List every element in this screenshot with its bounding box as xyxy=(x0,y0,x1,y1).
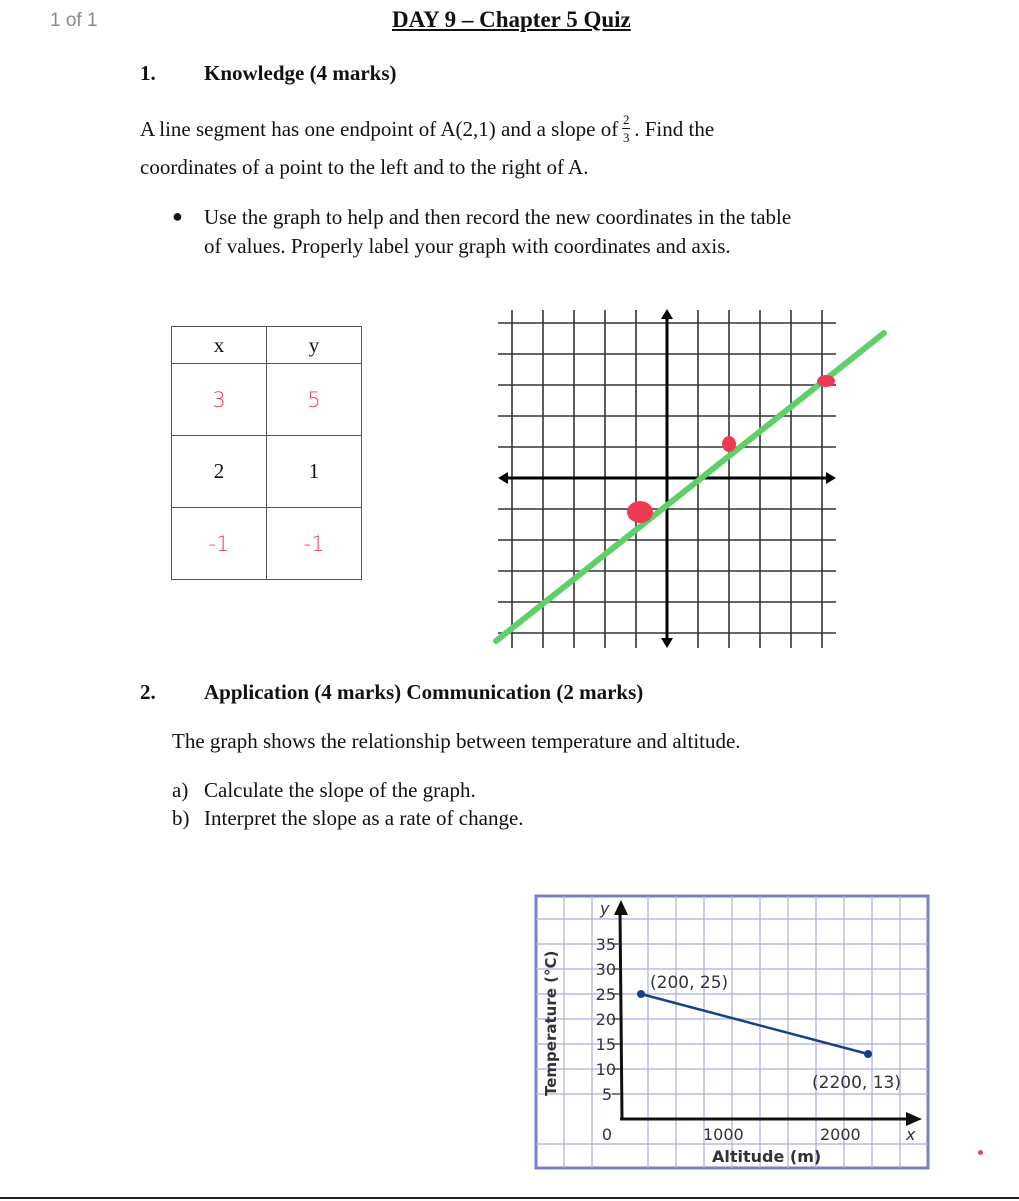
svg-text:25: 25 xyxy=(595,985,616,1004)
svg-text:1000: 1000 xyxy=(703,1125,744,1144)
question-1-heading: Knowledge (4 marks) xyxy=(204,61,397,85)
question-1-text-line-1 xyxy=(140,110,714,149)
svg-text:35: 35 xyxy=(595,935,616,954)
table-of-values xyxy=(171,326,362,580)
question-2-part-b-text: Interpret the slope as a rate of change. xyxy=(204,806,524,830)
annotation-end: (2200, 13) xyxy=(812,1073,901,1093)
table-cell-y: 5 xyxy=(267,364,362,436)
svg-text:30: 30 xyxy=(595,960,616,979)
question-2-part-a-label: a) xyxy=(172,778,189,802)
page-indicator: 1 of 1 xyxy=(50,10,98,31)
table-header-x: x xyxy=(172,327,267,364)
svg-text:15: 15 xyxy=(595,1035,616,1054)
question-1-text-line-2: coordinates of a point to the left and to the right of A. xyxy=(140,155,589,179)
svg-text:2000: 2000 xyxy=(820,1125,861,1144)
table-header-y: y xyxy=(267,327,362,364)
slope-denominator: 3 xyxy=(622,129,630,145)
table-cell-x: 2 xyxy=(172,436,267,508)
coordinate-grid-graph xyxy=(490,300,900,660)
stray-red-mark xyxy=(978,1150,983,1155)
question-2-heading: Application (4 marks) Communication (2 marks) xyxy=(204,680,644,704)
temperature-altitude-chart xyxy=(533,893,933,1173)
svg-text:10: 10 xyxy=(595,1060,616,1079)
y-axis-letter: y xyxy=(600,899,610,918)
question-2-intro: The graph shows the relationship between temperature and altitude. xyxy=(172,729,741,753)
question-2-number: 2. xyxy=(140,680,156,704)
bullet-line-1: Use the graph to help and then record the new coordinates in the table xyxy=(204,205,792,229)
question-2-part-a-text: Calculate the slope of the graph. xyxy=(204,778,476,802)
slope-fraction xyxy=(622,113,630,144)
question-1-number: 1. xyxy=(140,61,156,85)
table-cell-x: 3 xyxy=(172,364,267,436)
question-1-text-before: A line segment has one endpoint of A(2,1) and a slope of xyxy=(140,117,619,141)
x-axis-letter: x xyxy=(906,1125,916,1144)
document-title: DAY 9 – Chapter 5 Quiz xyxy=(392,7,631,32)
annotation-start: (200, 25) xyxy=(650,973,729,993)
data-point xyxy=(637,990,645,998)
data-point xyxy=(864,1050,872,1058)
table-cell-y: 1 xyxy=(267,436,362,508)
y-axis-label: Temperature (°C) xyxy=(542,950,560,1096)
bullet-line-2: of values. Properly label your graph with coordinates and axis. xyxy=(204,234,731,258)
svg-text:20: 20 xyxy=(595,1010,616,1029)
question-1-text-after: . Find the xyxy=(634,117,715,141)
x-axis-label: Altitude (m) xyxy=(712,1147,822,1166)
question-2-part-b-label: b) xyxy=(172,806,190,830)
svg-text:5: 5 xyxy=(601,1085,612,1104)
bullet-icon: ● xyxy=(172,206,183,226)
svg-text:0: 0 xyxy=(601,1125,612,1144)
page-bottom-border xyxy=(0,1197,1019,1199)
table-cell-x: -1 xyxy=(172,508,267,580)
slope-numerator: 2 xyxy=(622,111,630,127)
table-cell-y: -1 xyxy=(267,508,362,580)
